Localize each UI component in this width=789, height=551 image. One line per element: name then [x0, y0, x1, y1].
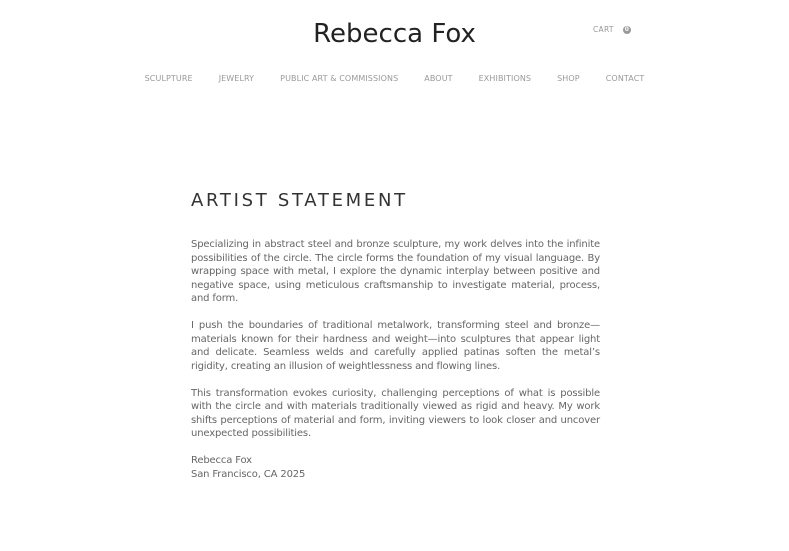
nav-item-sculpture[interactable]: SCULPTURE — [144, 74, 193, 83]
statement-paragraph-2: I push the boundaries of traditional metalwork, transforming steel and bronze—materials known for their hardness and weight—into sculptures that appear light and delicate. Seamless welds and carefully applied patinas soften the metal’s rigidity, creating an illusion of weightlessness and flowing lines. — [191, 320, 600, 372]
nav-item-public-art-commissions[interactable]: PUBLIC ART & COMMISSIONS — [280, 74, 399, 83]
cart-link[interactable] — [593, 25, 631, 34]
statement-paragraph-1: Specializing in abstract steel and bronze sculpture, my work delves into the infinite possibilities of the circle. The circle forms the foundation of my visual language. By wrapping space with metal, I explore the dynamic interplay between positive and negative space, using meticulous craftsmanship to investigate material, process, and form. — [191, 239, 600, 304]
nav-item-contact[interactable]: CONTACT — [605, 74, 645, 83]
nav-item-jewelry[interactable]: JEWELRY — [218, 74, 255, 83]
signature-name: Rebecca Fox — [191, 455, 252, 466]
main-nav — [0, 74, 789, 83]
artist-statement-section — [191, 190, 600, 481]
statement-paragraph-3: This transformation evokes curiosity, challenging perceptions of what is possible with the circle and with materials traditionally viewed as rigid and heavy. My work shifts perceptions of material and form, inviting viewers to look closer and uncover unexpected possibilities. — [191, 387, 600, 439]
cart-count-badge: 0 — [624, 25, 629, 33]
signature-place-date: San Francisco, CA 2025 — [191, 468, 306, 480]
nav-item-about[interactable]: ABOUT — [424, 74, 453, 83]
site-title[interactable]: Rebecca Fox — [313, 19, 476, 49]
page-heading: ARTIST STATEMENT — [191, 190, 408, 211]
cart-label: CART — [593, 25, 614, 34]
nav-item-exhibitions[interactable]: EXHIBITIONS — [478, 74, 532, 83]
nav-item-shop[interactable]: SHOP — [557, 74, 580, 83]
